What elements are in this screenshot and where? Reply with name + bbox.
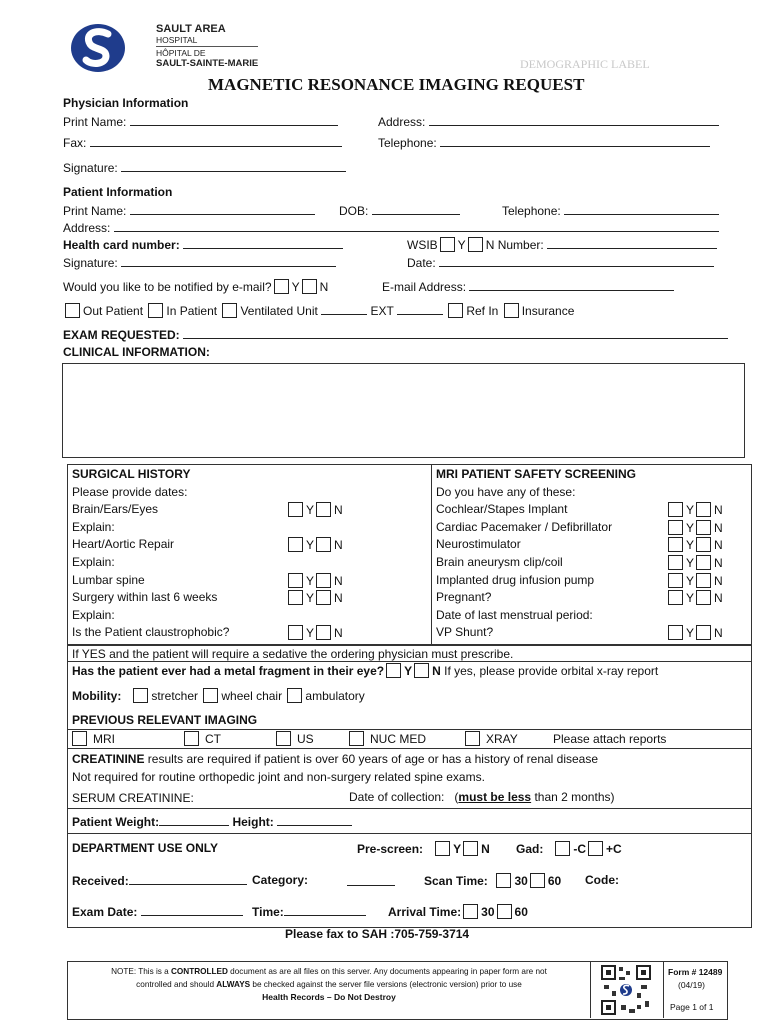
safety-screening-section bbox=[436, 467, 732, 643]
yes-label: Y bbox=[686, 591, 695, 606]
notify-yes-label: Y bbox=[291, 280, 300, 294]
attach-reports-note: Please attach reports bbox=[553, 732, 667, 746]
imaging-ct-checkbox[interactable] bbox=[184, 731, 199, 746]
gad-minus-c-checkbox[interactable] bbox=[555, 841, 570, 856]
exam-requested-label: EXAM REQUESTED: bbox=[63, 328, 180, 342]
yes-no-group bbox=[286, 590, 343, 605]
footer-text: be checked against the server file versions (electronic version) prior to use bbox=[250, 980, 522, 989]
screening-row bbox=[436, 590, 732, 608]
no-checkbox[interactable] bbox=[316, 573, 331, 588]
screening-row bbox=[436, 537, 732, 555]
notify-yes-checkbox[interactable] bbox=[274, 279, 289, 294]
weight-field[interactable] bbox=[159, 814, 229, 826]
patient-date-label: Date: bbox=[407, 256, 436, 270]
scan-60-label: 60 bbox=[547, 874, 562, 888]
no-label: N bbox=[714, 538, 723, 553]
gad-plus-c-checkbox[interactable] bbox=[588, 841, 603, 856]
yes-checkbox[interactable] bbox=[668, 502, 683, 517]
screening-row bbox=[72, 573, 428, 591]
imaging-us-checkbox[interactable] bbox=[276, 731, 291, 746]
screening-row bbox=[72, 502, 428, 520]
prescreen-label: Pre-screen: bbox=[357, 842, 424, 856]
scan-time-label: Scan Time: bbox=[424, 874, 488, 888]
yes-no-group bbox=[666, 625, 723, 640]
imaging-option: NUC MED bbox=[370, 732, 426, 746]
patient-dob-field[interactable] bbox=[372, 203, 460, 215]
no-label: N bbox=[334, 503, 343, 518]
no-checkbox[interactable] bbox=[696, 520, 711, 535]
physician-telephone-label: Telephone: bbox=[378, 136, 437, 150]
yes-no-group bbox=[286, 537, 343, 552]
metal-yes-label: Y bbox=[404, 664, 413, 678]
mobility-option: wheel chair bbox=[221, 689, 283, 703]
surgical-history-section bbox=[72, 467, 428, 643]
screening-row bbox=[72, 590, 428, 608]
no-label: N bbox=[714, 520, 723, 535]
screening-row-label: VP Shunt? bbox=[436, 625, 494, 640]
height-label: Height: bbox=[232, 815, 274, 829]
patient-date-field[interactable] bbox=[439, 255, 714, 267]
paren-open: ( bbox=[454, 790, 459, 804]
patient-dob-label: DOB: bbox=[339, 204, 369, 218]
clinical-info-label: CLINICAL INFORMATION: bbox=[63, 345, 210, 359]
imaging-option: US bbox=[297, 732, 314, 746]
qr-code-icon bbox=[601, 965, 651, 1015]
safety-subheading: Do you have any of these: bbox=[436, 484, 576, 499]
patient-address-field[interactable] bbox=[114, 220, 719, 232]
screening-row bbox=[436, 608, 732, 626]
metal-yes-checkbox[interactable] bbox=[386, 663, 401, 678]
height-field[interactable] bbox=[277, 814, 352, 826]
surgical-heading: SURGICAL HISTORY bbox=[72, 467, 191, 481]
ventilated-unit-checkbox[interactable] bbox=[222, 303, 237, 318]
exam-date-field[interactable] bbox=[141, 904, 243, 916]
yes-label: Y bbox=[686, 503, 695, 518]
yes-label: Y bbox=[686, 573, 695, 588]
form-number: Form # 12489 bbox=[668, 967, 723, 977]
time-label: Time: bbox=[252, 905, 284, 919]
wsib-yes-label: Y bbox=[457, 238, 466, 252]
footer-text-bold: CONTROLLED bbox=[171, 967, 228, 976]
prescreen-no-label: N bbox=[481, 842, 490, 856]
hospital-line: SAULT-SAINTE-MARIE bbox=[156, 57, 259, 69]
received-field[interactable] bbox=[129, 873, 247, 885]
patient-heading: Patient Information bbox=[63, 185, 173, 199]
yes-label: Y bbox=[686, 520, 695, 535]
no-label: N bbox=[714, 626, 723, 641]
scan-30-checkbox[interactable] bbox=[496, 873, 511, 888]
email-address-label: E-mail Address: bbox=[382, 280, 467, 294]
out-patient-label: Out Patient bbox=[83, 304, 144, 318]
no-label: N bbox=[334, 591, 343, 606]
code-label: Code: bbox=[585, 873, 619, 887]
patient-signature-label: Signature: bbox=[63, 256, 118, 270]
wsib-label: WSIB bbox=[407, 238, 438, 252]
screening-row bbox=[436, 502, 732, 520]
yes-checkbox[interactable] bbox=[668, 625, 683, 640]
screening-row-label: Explain: bbox=[72, 554, 115, 569]
yes-label: Y bbox=[686, 626, 695, 641]
screening-row-label: Surgery within last 6 weeks bbox=[72, 590, 218, 605]
arrival-30-label: 30 bbox=[481, 905, 495, 919]
screening-row-label: Neurostimulator bbox=[436, 537, 521, 552]
yes-no-group bbox=[666, 573, 723, 588]
dept-use-heading: DEPARTMENT USE ONLY bbox=[72, 841, 219, 855]
insurance-checkbox[interactable] bbox=[504, 303, 519, 318]
no-checkbox[interactable] bbox=[316, 537, 331, 552]
metal-no-label: N bbox=[432, 664, 441, 678]
physician-heading: Physician Information bbox=[63, 96, 189, 110]
form-revision: (04/19) bbox=[678, 980, 705, 990]
footer-text: controlled and should bbox=[136, 980, 217, 989]
no-label: N bbox=[334, 626, 343, 641]
weight-label: Patient Weight bbox=[72, 815, 156, 829]
no-label: N bbox=[714, 573, 723, 588]
yes-checkbox[interactable] bbox=[288, 502, 303, 517]
screening-row-label: Explain: bbox=[72, 519, 115, 534]
yes-label: Y bbox=[306, 626, 315, 641]
wsib-number-field[interactable] bbox=[547, 237, 717, 249]
yes-label: Y bbox=[306, 503, 315, 518]
physician-print-name-field[interactable] bbox=[130, 114, 338, 126]
no-label: N bbox=[714, 591, 723, 606]
ventilated-unit-field[interactable] bbox=[321, 303, 367, 315]
paren-rest: than 2 months) bbox=[531, 790, 615, 804]
creatinine-lead: CREATININE bbox=[72, 752, 145, 766]
email-notify-question: Would you like to be notified by e-mail? bbox=[63, 280, 272, 294]
wsib-no-checkbox[interactable] bbox=[468, 237, 483, 252]
yes-checkbox[interactable] bbox=[668, 555, 683, 570]
physician-print-name-label: Print Name: bbox=[63, 115, 127, 129]
arrival-60-checkbox[interactable] bbox=[497, 904, 512, 919]
yes-label: Y bbox=[686, 538, 695, 553]
demographic-label: DEMOGRAPHIC LABEL bbox=[520, 57, 650, 71]
stretcher-checkbox[interactable] bbox=[133, 688, 148, 703]
ext-label: EXT bbox=[370, 304, 394, 318]
physician-address-field[interactable] bbox=[429, 114, 719, 126]
wheel-chair-checkbox[interactable] bbox=[203, 688, 218, 703]
physician-fax-field[interactable] bbox=[90, 135, 342, 147]
yes-checkbox[interactable] bbox=[288, 625, 303, 640]
no-checkbox[interactable] bbox=[696, 555, 711, 570]
prescreen-yes-label: Y bbox=[453, 842, 462, 856]
exam-requested-field[interactable] bbox=[183, 327, 728, 339]
in-patient-checkbox[interactable] bbox=[148, 303, 163, 318]
prev-imaging-heading: PREVIOUS RELEVANT IMAGING bbox=[72, 713, 258, 727]
yes-no-group bbox=[666, 555, 723, 570]
notify-no-label: N bbox=[319, 280, 329, 294]
patient-telephone-label: Telephone: bbox=[502, 204, 561, 218]
footer-health-records: Health Records – Do Not Destroy bbox=[262, 992, 396, 1002]
screening-row-label: Brain aneurysm clip/coil bbox=[436, 554, 563, 569]
serum-creatinine-label: SERUM CREATININE: bbox=[72, 791, 194, 805]
yes-no-group bbox=[286, 625, 343, 640]
collection-date-label: Date of collection: bbox=[349, 790, 445, 804]
yes-checkbox[interactable] bbox=[288, 573, 303, 588]
yes-label: Y bbox=[306, 591, 315, 606]
hospital-line: HOSPITAL bbox=[156, 34, 198, 45]
hospital-line: HÔPITAL DE bbox=[156, 48, 206, 58]
screening-row bbox=[436, 520, 732, 538]
category-label: Category: bbox=[252, 873, 309, 887]
scan-60-checkbox[interactable] bbox=[530, 873, 545, 888]
no-checkbox[interactable] bbox=[316, 502, 331, 517]
prescreen-yes-checkbox[interactable] bbox=[435, 841, 450, 856]
yes-checkbox[interactable] bbox=[668, 573, 683, 588]
screening-row-label: Cardiac Pacemaker / Defibrillator bbox=[436, 519, 613, 534]
wsib-number-label: N Number: bbox=[485, 238, 544, 252]
ext-field[interactable] bbox=[397, 303, 443, 315]
imaging-nuc-med-checkbox[interactable] bbox=[349, 731, 364, 746]
must-be-less: must be less bbox=[458, 790, 532, 804]
yes-no-group bbox=[666, 502, 723, 517]
arrival-time-label: Arrival Time: bbox=[388, 905, 462, 919]
ref-in-label: Ref In bbox=[466, 304, 499, 318]
arrival-60-label: 60 bbox=[514, 905, 528, 919]
footer-text-bold: ALWAYS bbox=[216, 980, 251, 989]
screening-row bbox=[436, 625, 732, 643]
screening-row-label: Pregnant? bbox=[436, 590, 492, 605]
clinical-info-box[interactable] bbox=[62, 363, 745, 458]
screening-row bbox=[72, 537, 428, 555]
screening-row-label: Cochlear/Stapes Implant bbox=[436, 502, 568, 517]
metal-note: If yes, please provide orbital x-ray report bbox=[444, 664, 659, 678]
screening-row-label: Date of last menstrual period: bbox=[436, 607, 593, 622]
safety-heading: MRI PATIENT SAFETY SCREENING bbox=[436, 467, 637, 481]
out-patient-checkbox[interactable] bbox=[65, 303, 80, 318]
yes-checkbox[interactable] bbox=[668, 520, 683, 535]
no-label: N bbox=[714, 555, 723, 570]
screening-row bbox=[72, 520, 428, 538]
yes-no-group bbox=[666, 520, 723, 535]
ref-in-checkbox[interactable] bbox=[448, 303, 463, 318]
screening-row bbox=[72, 625, 428, 643]
screening-row-label: Is the Patient claustrophobic? bbox=[72, 625, 230, 640]
no-checkbox[interactable] bbox=[696, 573, 711, 588]
hospital-line: SAULT AREA bbox=[156, 23, 226, 35]
in-patient-label: In Patient bbox=[166, 304, 218, 318]
screening-row-label: Implanted drug infusion pump bbox=[436, 572, 595, 587]
footer-text: document as are all files on this server. Any documents appearing in paper form are not bbox=[227, 967, 547, 976]
yes-checkbox[interactable] bbox=[288, 537, 303, 552]
exam-date-label: Exam Date: bbox=[72, 905, 138, 919]
fax-instruction: Please fax to SAH :705-759-3714 bbox=[285, 927, 470, 941]
imaging-option: XRAY bbox=[486, 732, 518, 746]
ventilated-unit-label: Ventilated Unit bbox=[240, 304, 318, 318]
imaging-option: MRI bbox=[93, 732, 115, 746]
physician-signature-label: Signature: bbox=[63, 161, 118, 175]
gad-label: Gad: bbox=[516, 842, 544, 856]
metal-fragment-question: Has the patient ever had a metal fragment in their eye? bbox=[72, 664, 385, 678]
screening-row-label: Lumbar spine bbox=[72, 572, 145, 587]
no-label: N bbox=[714, 503, 723, 518]
no-checkbox[interactable] bbox=[696, 625, 711, 640]
yes-label: Y bbox=[306, 573, 315, 588]
notify-no-checkbox[interactable] bbox=[302, 279, 317, 294]
patient-signature-field[interactable] bbox=[121, 255, 336, 267]
time-field[interactable] bbox=[284, 904, 366, 916]
mobility-label: Mobility: bbox=[72, 689, 122, 703]
screening-row bbox=[72, 555, 428, 573]
surgical-subheading: Please provide dates: bbox=[72, 484, 188, 499]
gad-minus-c-label: -C bbox=[573, 842, 587, 856]
patient-print-name-field[interactable] bbox=[130, 203, 315, 215]
screening-row bbox=[72, 608, 428, 626]
health-card-field[interactable] bbox=[183, 237, 343, 249]
physician-telephone-field[interactable] bbox=[440, 135, 710, 147]
no-checkbox[interactable] bbox=[696, 502, 711, 517]
yes-checkbox[interactable] bbox=[668, 537, 683, 552]
yes-no-group bbox=[286, 502, 343, 517]
physician-signature-field[interactable] bbox=[121, 160, 346, 172]
no-label: N bbox=[334, 538, 343, 553]
patient-telephone-field[interactable] bbox=[564, 203, 719, 215]
yes-checkbox[interactable] bbox=[668, 590, 683, 605]
form-title: MAGNETIC RESONANCE IMAGING REQUEST bbox=[208, 75, 585, 94]
mobility-option: stretcher bbox=[151, 689, 199, 703]
yes-label: Y bbox=[686, 555, 695, 570]
yes-label: Y bbox=[306, 538, 315, 553]
hospital-logo bbox=[70, 20, 260, 76]
physician-address-label: Address: bbox=[378, 115, 426, 129]
yes-no-group bbox=[666, 590, 723, 605]
yes-checkbox[interactable] bbox=[288, 590, 303, 605]
page-number: Page 1 of 1 bbox=[670, 1002, 714, 1012]
no-checkbox[interactable] bbox=[316, 590, 331, 605]
yes-no-group bbox=[286, 573, 343, 588]
insurance-label: Insurance bbox=[521, 304, 575, 318]
arrival-30-checkbox[interactable] bbox=[463, 904, 478, 919]
imaging-mri-checkbox[interactable] bbox=[72, 731, 87, 746]
imaging-xray-checkbox[interactable] bbox=[465, 731, 480, 746]
mobility-option: ambulatory bbox=[305, 689, 365, 703]
patient-print-name-label: Print Name: bbox=[63, 204, 127, 218]
logo-s-icon bbox=[70, 22, 126, 74]
received-label: Received: bbox=[72, 874, 129, 888]
gad-plus-c-label: +C bbox=[606, 842, 622, 856]
metal-no-checkbox[interactable] bbox=[414, 663, 429, 678]
screening-row-label: Heart/Aortic Repair bbox=[72, 537, 175, 552]
footer-text: NOTE: This is a bbox=[111, 967, 171, 976]
screening-row bbox=[436, 555, 732, 573]
physician-fax-label: Fax: bbox=[63, 136, 87, 150]
hospital-name bbox=[156, 24, 258, 69]
wsib-yes-checkbox[interactable] bbox=[440, 237, 455, 252]
screening-row bbox=[436, 573, 732, 591]
scan-30-label: 30 bbox=[514, 874, 528, 888]
imaging-option: CT bbox=[205, 732, 221, 746]
prescreen-no-checkbox[interactable] bbox=[463, 841, 478, 856]
footer-note bbox=[70, 965, 588, 1004]
screening-row-label: Explain: bbox=[72, 607, 115, 622]
no-checkbox[interactable] bbox=[696, 590, 711, 605]
ambulatory-checkbox[interactable] bbox=[287, 688, 302, 703]
sedative-note: If YES and the patient will require a sedative the ordering physician must prescribe. bbox=[72, 647, 514, 661]
email-address-field[interactable] bbox=[469, 279, 674, 291]
no-label: N bbox=[334, 573, 343, 588]
screening-row-label: Brain/Ears/Eyes bbox=[72, 502, 159, 517]
yes-no-group bbox=[666, 537, 723, 552]
category-field[interactable] bbox=[347, 874, 395, 886]
creatinine-text: results are required if patient is over 60 years of age or has a history of renal disease bbox=[144, 752, 599, 766]
no-checkbox[interactable] bbox=[316, 625, 331, 640]
patient-address-label: Address: bbox=[63, 221, 111, 235]
health-card-label: Health card number: bbox=[63, 238, 180, 252]
no-checkbox[interactable] bbox=[696, 537, 711, 552]
creatinine-line2: Not required for routine orthopedic joint and non-surgery related spine exams. bbox=[72, 770, 485, 784]
